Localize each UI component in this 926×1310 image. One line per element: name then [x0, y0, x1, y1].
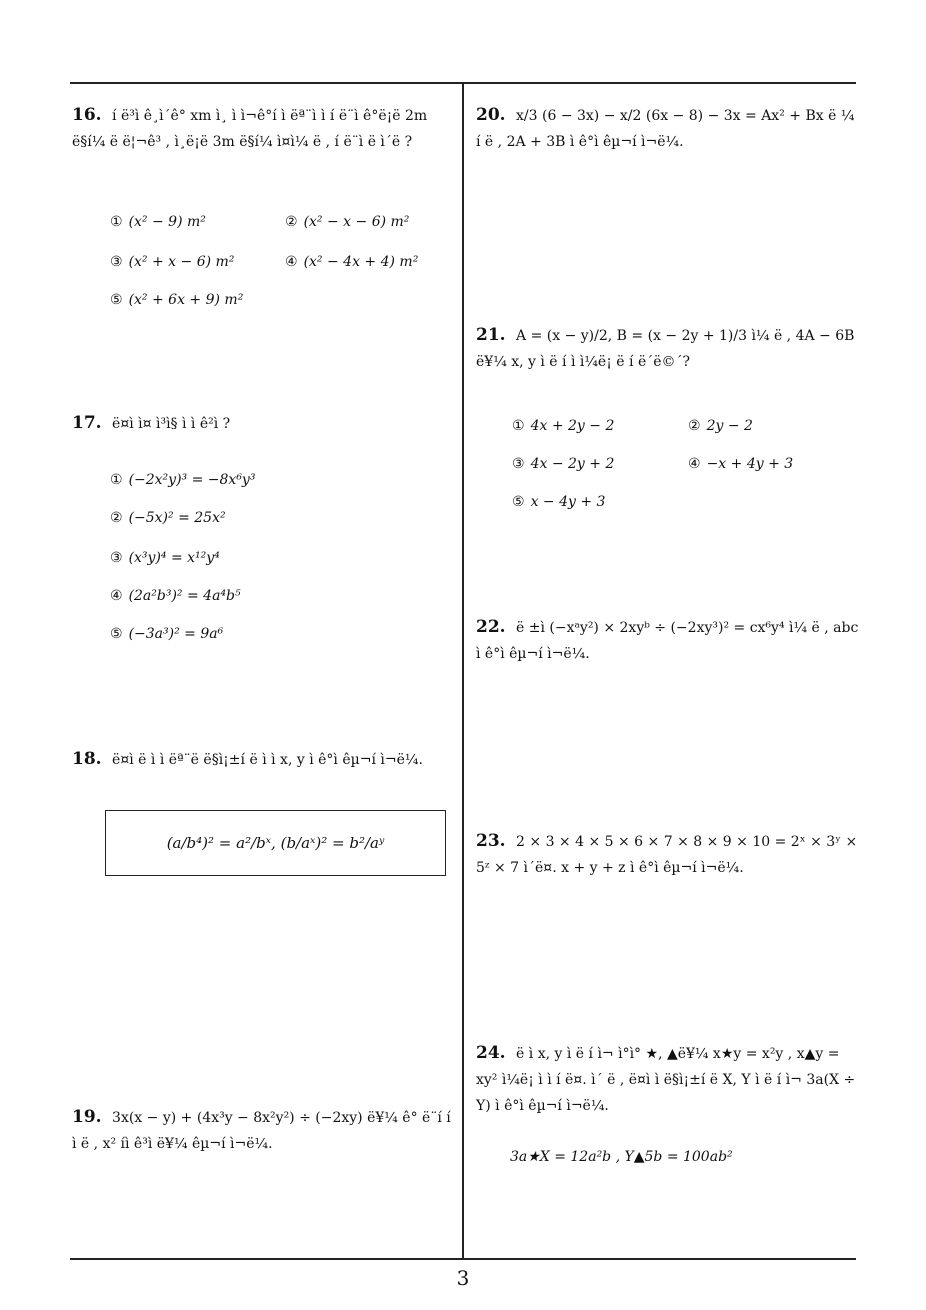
given-equations: 3a★X = 12a²b , Y▲5b = 100ab²	[510, 1149, 733, 1165]
question-21	[476, 322, 861, 375]
question-17	[72, 410, 457, 437]
question-text: ë¤ì ë ì ì ëª¨ë ë§ì¡±í ë ì ì x, y ì ê°ì êµ¬í ì¬ë¼.	[112, 752, 423, 768]
question-number: 22.	[476, 617, 506, 637]
option-3[interactable]: ③ (x² + x − 6) m²	[110, 254, 235, 270]
question-number: 19.	[72, 1107, 102, 1127]
question-text: í ë³ì ê¸ì´ê° xm ì¸ ì ì¬ê°í ì ëª¨ì ì í ë¨ì ê°ë¡ë 2m ë§í¼ ë ë¦¬ê³ , ì¸ë¡ë 3m ë§í¼ ì¤ì¼ ë , í ë¨ì ë ì´ë ?	[72, 108, 428, 150]
question-20	[476, 102, 861, 155]
bottom-rule	[70, 1258, 856, 1260]
question-number: 21.	[476, 325, 506, 345]
option-2[interactable]: ② (−5x)² = 25x²	[110, 510, 226, 526]
option-5[interactable]: ⑤ (−3a³)² = 9a⁶	[110, 626, 224, 642]
question-19	[72, 1104, 457, 1157]
question-23	[476, 828, 861, 881]
option-4[interactable]: ④ (2a²b³)² = 4a⁴b⁵	[110, 588, 241, 604]
question-number: 17.	[72, 413, 102, 433]
question-number: 16.	[72, 105, 102, 125]
page-number: 3	[456, 1266, 470, 1290]
column-divider	[462, 84, 464, 1258]
option-1[interactable]: ① 4x + 2y − 2	[512, 418, 615, 434]
question-text: x/3 (6 − 3x) − x/2 (6x − 8) − 3x = Ax² + Bx ë ¼ í ë , 2A + 3B ì ê°ì êµ¬í ì¬ë¼.	[476, 108, 855, 150]
option-3[interactable]: ③ (x³y)⁴ = x¹²y⁴	[110, 550, 220, 566]
option-3[interactable]: ③ 4x − 2y + 2	[512, 456, 615, 472]
question-text: ë ±ì (−xᵃy²) × 2xyᵇ ÷ (−2xy³)² = cx⁶y⁴ ì¼ ë , abc ì ê°ì êµ¬í ì¬ë¼.	[476, 620, 859, 662]
equation-box: (a/b⁴)² = a²/bˣ, (b/aˣ)² = b²/aʸ	[105, 810, 446, 876]
question-text: ë ì x, y ì ë í ì¬ ì°ì° ★, ▲ë¥¼ x★y = x²y , x▲y = xy² ì¼ë¡ ì ì í ë¤. ì´ ë , ë¤ì ì ë§ì¡±í ë X, Y ì ë í ì¬ 3a(X ÷ Y) ì ê°ì êµ¬í ì¬ë¼.	[476, 1046, 856, 1114]
option-1[interactable]: ① (x² − 9) m²	[110, 214, 206, 230]
question-16	[72, 102, 457, 155]
question-text: ë¤ì ì¤ ì³ì§ ì ì ê²ì ?	[112, 416, 231, 432]
question-number: 23.	[476, 831, 506, 851]
question-number: 24.	[476, 1043, 506, 1063]
question-text: A = (x − y)/2, B = (x − 2y + 1)/3 ì¼ ë , 4A − 6B ë¥¼ x, y ì ë í ì ì¼ë¡ ë í ë´ë©´?	[476, 328, 855, 370]
question-number: 18.	[72, 749, 102, 769]
option-5[interactable]: ⑤ (x² + 6x + 9) m²	[110, 292, 244, 308]
option-4[interactable]: ④ (x² − 4x + 4) m²	[285, 254, 419, 270]
option-2[interactable]: ② 2y − 2	[688, 418, 753, 434]
question-22	[476, 614, 861, 667]
question-text: 2 × 3 × 4 × 5 × 6 × 7 × 8 × 9 × 10 = 2ˣ × 3ʸ × 5ᶻ × 7 ì´ë¤. x + y + z ì ê°ì êµ¬í ì¬ë¼.	[476, 834, 858, 876]
question-18	[72, 746, 457, 773]
option-5[interactable]: ⑤ x − 4y + 3	[512, 494, 606, 510]
question-24	[476, 1040, 861, 1119]
option-2[interactable]: ② (x² − x − 6) m²	[285, 214, 410, 230]
question-text: 3x(x − y) + (4x³y − 8x²y²) ÷ (−2xy) ë¥¼ ê° ë¨í í ì ë , x² íì ê³ì ë¥¼ êµ¬í ì¬ë¼.	[72, 1110, 451, 1152]
option-1[interactable]: ① (−2x²y)³ = −8x⁶y³	[110, 472, 256, 488]
option-4[interactable]: ④ −x + 4y + 3	[688, 456, 794, 472]
question-number: 20.	[476, 105, 506, 125]
